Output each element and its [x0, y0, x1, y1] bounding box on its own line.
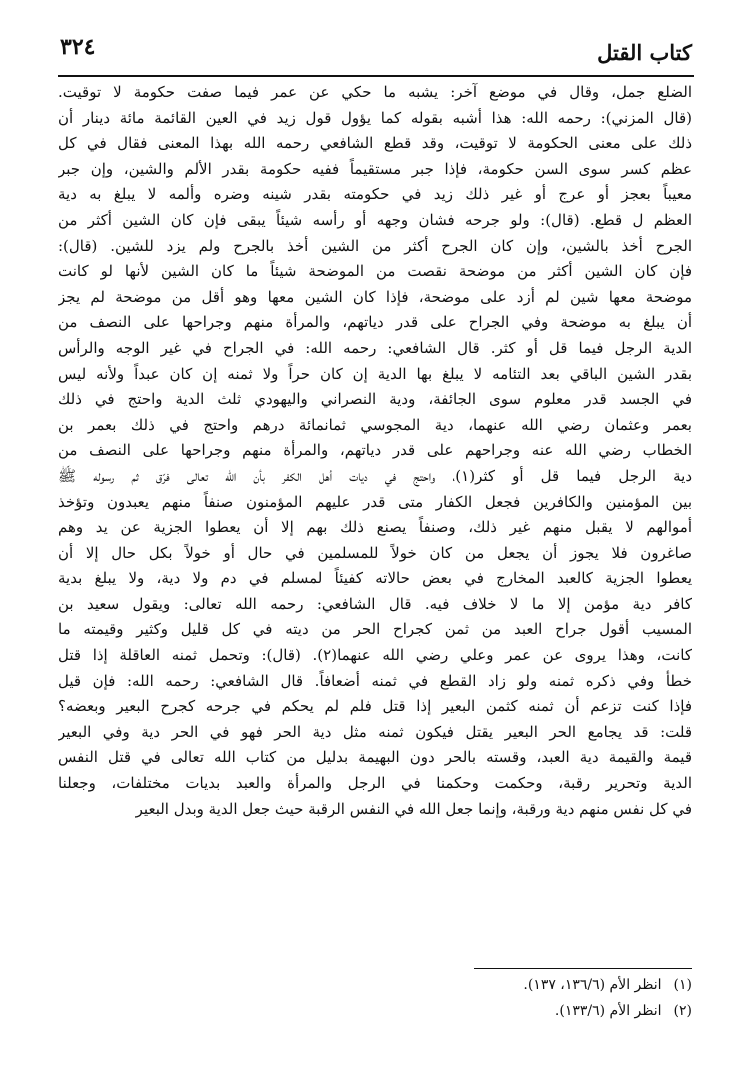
text-line: ذلك على معنى الحكومة لا توقيت، وقد قطع الشافعي رحمه الله بهذا المعنى فقال في كل [58, 134, 692, 153]
text-line: يعطوا الجزية كالعبد المخارج في بعض حالاته كفيئاً لمسلم في دم ولا دية، ولا يبلغ بدية [58, 569, 692, 588]
footnotes [300, 972, 692, 1024]
footnote-text: انظر الأم (١٣٣/٦). [554, 1003, 662, 1019]
text-line: الضلع جمل، وقال في موضع آخر: يشبه ما حكي عن عمر فيما صفت حكومة لا توقيت. [58, 83, 692, 101]
text-line: العظم ل قطع. (قال): ولو جرحه فشان وجهه أو رأسه شيئاً يبقى فإن كان الشين أكثر من [58, 210, 692, 229]
text-line: في كل نفس منهم دية ورقبة، وإنما جعل الله في النفس الرقبة حيث جعل الدية وبدل البعير [135, 799, 692, 818]
text-line: أن يبلغ به موضحة وفي الجراح على قدر دياتهم، والمرأة منهم وجراحها على النصف من [58, 313, 692, 332]
text-line: بين المؤمنين والكافرين فجعل الكفار متى قدر عليهم المؤمنون صنفاً منهم يعبدون وتؤخذ [58, 492, 692, 511]
text-line: الدية الرجل فيما قل أو كثر. قال الشافعي: رحمه الله: في الجراح في غير الوجه والرأس [58, 338, 692, 357]
page-number: ٣٢٤ [60, 34, 96, 60]
text-line: المسيب أقول جراح العبد من ثمن كجراح الحر من ديته في كل قليل وكثير وقيمته ما [58, 620, 692, 639]
text-line: الجرح أخذ بالشين، وإن كان الجرح أكثر من الشين أخذ بالجرح ولم يزد للشين. (قال): [58, 236, 692, 255]
text-line: في الجسد قدر معلوم سوى الجائفة، ودية النصراني واليهودي ثلث الدية واحتج في ذلك [58, 390, 692, 409]
text-line: الدية وتحرير رقبة، وحكمت وحكمنا في الرجل والمرأة والعبد بديات مختلفات، وجعلنا [58, 774, 692, 793]
text-line: كافر دية مؤمن إلا ما لا خلاف فيه. قال الشافعي: رحمه الله تعالى: ويقول سعيد بن [58, 594, 692, 613]
footnote [300, 972, 692, 998]
text-line: قلت: قد يجامع الحر البعير يقتل فيكون ثمنه مثل دية الحر فهو في الحر دية وفي البعير [58, 722, 692, 741]
footnote-divider [474, 968, 692, 969]
chapter-title: كتاب القتل [597, 40, 692, 65]
page-header [60, 30, 692, 70]
text-line: بقدر الشين الباقي بعد التئامه لا يبلغ بها الدية إن كان حراً ولا ثمنه إن كان عبداً ولأنه ليس [58, 364, 692, 383]
text-line: صاغرون فلا يجوز أن يجعل من كان خولاً للمسلمين في حال أو خولاً بكل حال إلا أن [58, 543, 692, 562]
text-line: كانت، وهذا يروى عن عمر وعلي رضي الله عنهما(٢). (قال): وتحمل ثمنه العاقلة إذا قتل [58, 646, 692, 665]
text-line: موضحة معها شين لم أزد على موضحة، فإذا كان الشين معها وهو أقل من موضحة لم يجز [58, 287, 692, 306]
main-text [58, 80, 692, 822]
text-line: (قال المزني): رحمه الله: هذا أشبه بقوله كما يؤول قول زيد في العين القائمة مائة دينار أن [58, 108, 692, 127]
text-line: بعمر وعثمان رضي الله عنهما، دية المجوسي ثمانمائة درهم واحتج في ذلك بعمر بن [58, 415, 692, 434]
text-line: عظم كسر سوى السن حكومة، فإذا جبر مستقيماً ففيه حكومة بقدر الألم والشين، وإن جبر [58, 159, 692, 178]
text-line: الخطاب رضي الله عنه وجراحهم على قدر دياتهم، والمرأة منهم وجراحها على النصف من [58, 441, 692, 460]
text-line: خطأ وفي ذكره ثمنه ولو زاد القطع في ثمنه أضعافاً. قال الشافعي: رحمه الله: فإن قيل [58, 671, 692, 690]
text-line: دية الرجل فيما قل أو كثر(١)، واحتج في ديات أهل الكفر بأن الله تعالى فرّق ثم رسوله ﷺ [58, 466, 692, 485]
text-line: أموالهم لا يقبل منهم غير ذلك، وصنفاً يصنع ذلك بهم إلا أن يعطوا الجزية عن يد وهم [58, 518, 692, 537]
footnote-number: (١) [673, 977, 692, 993]
header-divider [58, 75, 694, 77]
footnote-number: (٢) [673, 1003, 692, 1019]
text-line: قيمة والقيمة دية العبد، وقسته بالحر دون البهيمة بدليل من كتاب الله تعالى في قتل النفس [58, 748, 692, 767]
text-line: معيباً بعجز أو عرج أو غير ذلك زيد في حكومته بقدر شينه وضره وألمه لا يبلغ به دية [58, 185, 692, 204]
footnote-text: انظر الأم (١٣٦/٦، ١٣٧). [523, 977, 662, 993]
text-line: فإن كان الشين أكثر من موضحة نقصت من الموضحة شيئاً ما كان الشين لأنها لو كانت [58, 262, 692, 281]
footnote [300, 998, 692, 1024]
text-line: فإذا كنت تزعم أن ثمنه كثمن البعير إذا قتل فلم لم يحكم في جرحه كجرح البعير وبعضه؟ [58, 697, 692, 716]
